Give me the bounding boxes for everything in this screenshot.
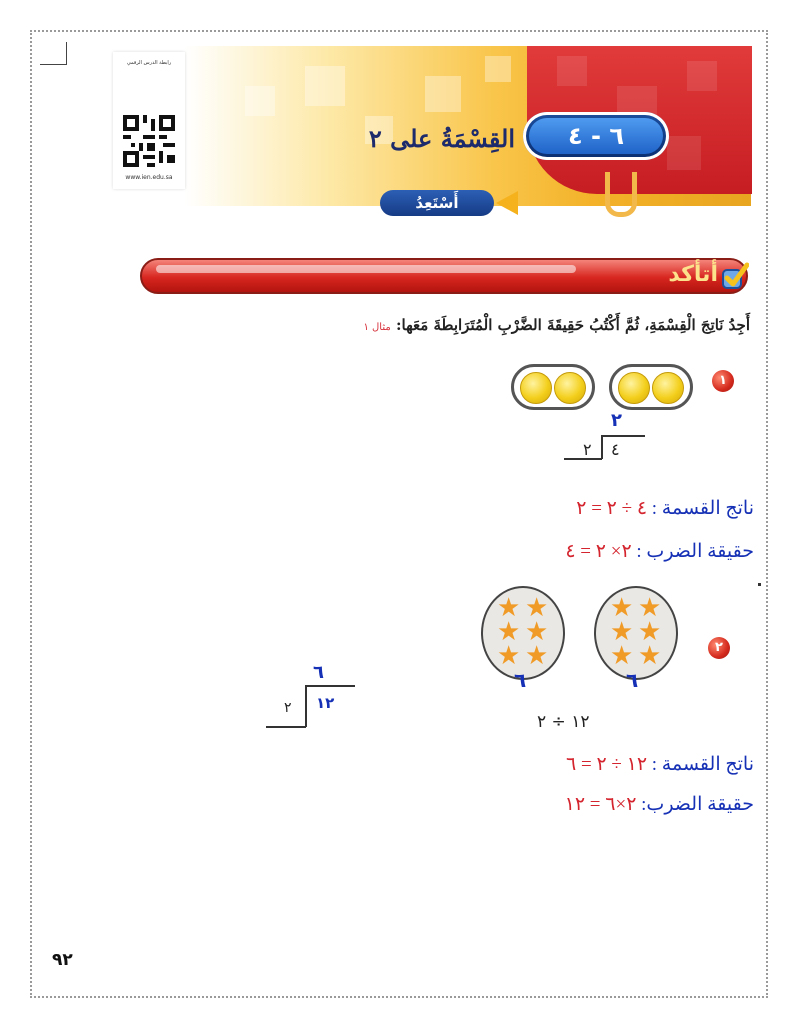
division-bracket — [305, 685, 307, 727]
lesson-number-badge — [523, 112, 669, 160]
division-line — [566, 753, 754, 776]
qr-url: www.ien.edu.sa — [125, 174, 173, 181]
division-line — [576, 497, 754, 520]
qr-caption: رابطة الدرس الرقمي — [126, 60, 172, 66]
crop-mark — [40, 42, 67, 65]
multiplication-expression: ٢×٦ = ١٢ — [564, 794, 637, 815]
divisor: ٢ — [583, 440, 592, 459]
divisor: ٢ — [284, 700, 292, 716]
star-icon: ★ — [525, 593, 549, 623]
star-icon: ★ — [525, 617, 549, 647]
page-number: ٩٢ — [52, 950, 73, 970]
dividend: ٤ — [611, 440, 620, 459]
qr-card[interactable] — [113, 52, 185, 189]
stray-mark — [758, 583, 761, 586]
dividend: ١٢ — [316, 694, 335, 712]
coin-icon — [652, 372, 684, 404]
division-bar — [601, 435, 645, 437]
star-icon: ★ — [610, 593, 634, 623]
star-icon: ★ — [610, 641, 634, 671]
division-label: ناتج القسمة : — [651, 754, 754, 775]
star-group-2 — [481, 586, 565, 680]
instruction — [70, 316, 750, 334]
division-label: ناتج القسمة : — [651, 498, 754, 519]
multiplication-line — [565, 540, 754, 563]
division-expression: ٤ ÷ ٢ = ٢ — [576, 498, 648, 519]
star-icon: ★ — [638, 593, 662, 623]
star-icon: ★ — [638, 641, 662, 671]
coin-group-1 — [609, 364, 693, 410]
qr-code-icon — [123, 115, 175, 167]
quotient-answer: ٦ — [313, 662, 324, 683]
plain-division-expression: ١٢ ÷ ٢ — [537, 712, 590, 732]
division-bar — [305, 685, 355, 687]
star-icon: ★ — [497, 617, 521, 647]
multiplication-line — [565, 793, 754, 816]
exercise-number-badge: ٢ — [708, 637, 730, 659]
coin-icon — [618, 372, 650, 404]
star-icon: ★ — [497, 641, 521, 671]
instruction-text: أَجِدُ نَاتِجَ الْقِسْمَةِ، ثُمَّ أَكْتُبُ حَقِيقَةَ الضَّرْبِ الْمُتَرَابِطَةَ مَعَها: — [395, 316, 750, 334]
arrow-left-icon — [496, 191, 518, 215]
multiplication-label: حقيقة الضرب : — [636, 541, 754, 562]
quotient-answer: ٢ — [611, 410, 622, 431]
coin-icon — [520, 372, 552, 404]
checkmark-icon — [721, 262, 749, 290]
star-icon: ★ — [610, 617, 634, 647]
lesson-number: ٦ - ٤ — [529, 118, 663, 154]
section-title: أتأكد — [668, 262, 718, 287]
ring-hook-icon — [605, 172, 637, 217]
exercise-number-badge: ١ — [712, 370, 734, 392]
example-reference[interactable]: مثال ١ — [363, 322, 391, 333]
star-icon: ★ — [497, 593, 521, 623]
group-count-left: ٦ — [514, 668, 527, 692]
star-group-1 — [594, 586, 678, 680]
division-expression: ١٢ ÷ ٢ = ٦ — [566, 754, 648, 775]
multiplication-label: حقيقة الضرب: — [641, 794, 754, 815]
multiplication-expression: ٢× ٢ = ٤ — [565, 541, 632, 562]
prepare-button[interactable]: أَسْتَعِدُ — [380, 190, 494, 216]
group-count-right: ٦ — [626, 668, 639, 692]
division-bracket — [601, 435, 603, 459]
division-underline — [266, 726, 306, 728]
star-icon: ★ — [638, 617, 662, 647]
coin-icon — [554, 372, 586, 404]
coin-group-2 — [511, 364, 595, 410]
lesson-title: القِسْمَةُ على ٢ — [368, 124, 515, 153]
star-icon: ★ — [525, 641, 549, 671]
